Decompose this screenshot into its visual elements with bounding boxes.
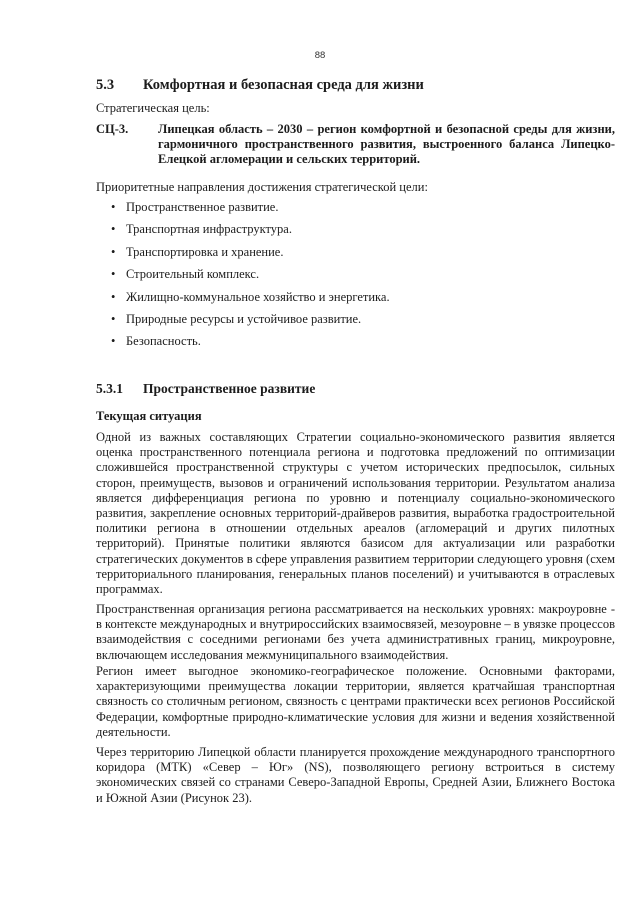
list-item: • Пространственное развитие. xyxy=(111,200,279,214)
subsection-number: 5.3.1 xyxy=(96,381,123,396)
bullet-icon: • xyxy=(111,222,116,237)
priorities-intro: Приоритетные направления достижения стратегической цели: xyxy=(96,180,428,194)
list-item: • Строительный комплекс. xyxy=(111,267,260,282)
paragraph-3: Регион имеет выгодное экономико-географическое положение. Основными факторами, характеризующими преимущества локации территории, является кратчайшая транспортная связность со столичным регионом, связность с центрами практически всех регионов Российской Федерации, комфортные природно-климатические условия для жизни и ведения хозяйственной деятельности. xyxy=(96,664,615,739)
goal-code: СЦ-3. xyxy=(96,122,129,136)
paragraph-1: Одной из важных составляющих Стратегии социально-экономического развития является оценка пространственного потенциала региона и подготовка предложений по оптимизации сложившейся пространственной структуры с учетом исторических предпосылок, сильных сторон, преимуществ, вызовов и ограничений использования территории. Результатом анализа является дифференциация региона по уровню и потенциалу социально-экономического развития, закрепление основных территорий-драйверов развития, выработка градостроительной политики региона в отношении отдельных ареалов (агломераций и других пилотных территорий). Принятые политики являются базисом для актуализации или разработки стратегических документов в сфере управления развитием территории следующего уровня (схем территориального планирования, генеральных планов поселений) и учитываются в отраслевых программах. xyxy=(96,430,615,597)
strategic-goal-label: Стратегическая цель: xyxy=(96,101,210,115)
list-item: • Транспортная инфраструктура. xyxy=(111,222,292,237)
strategic-goal xyxy=(96,122,615,167)
current-situation-heading: Текущая ситуация xyxy=(96,409,202,423)
bullet-icon: • xyxy=(111,334,116,349)
bullet-icon: • xyxy=(111,267,116,282)
page-number: 88 xyxy=(314,50,326,61)
section-number: 5.3 xyxy=(96,77,115,93)
goal-text: Липецкая область – 2030 – регион комфортной и безопасной среды для жизни, гармоничного пространственного развития, выстроенного баланса Липецко-Елецкой агломерации и сельских территорий. xyxy=(158,122,615,166)
bullet-icon: • xyxy=(111,244,116,259)
bullet-icon: • xyxy=(111,311,116,326)
list-item: • Безопасность. xyxy=(111,334,201,349)
section-title: Комфортная и безопасная среда для жизни xyxy=(143,77,424,93)
list-item: • Транспортировка и хранение. xyxy=(111,244,284,259)
paragraph-2: Пространственная организация региона рассматривается на нескольких уровнях: макроуровне - в контексте международных и внутрироссийских взаимосвязей, мезоуровне – в увязке процессов взаимодействия с соседними регионами без учета административных границ, микроуровне, включающем исследования межмуниципального взаимодействия. xyxy=(96,602,615,662)
list-item: • Жилищно-коммунальное хозяйство и энергетика. xyxy=(111,289,390,304)
section-heading xyxy=(96,77,424,94)
bullet-icon: • xyxy=(111,289,116,304)
priorities-list xyxy=(96,200,390,357)
subsection-title: Пространственное развитие xyxy=(143,381,316,396)
bullet-icon: • xyxy=(111,200,116,214)
subsection-heading xyxy=(96,381,315,397)
list-item: • Природные ресурсы и устойчивое развитие. xyxy=(111,311,362,326)
paragraph-4: Через территорию Липецкой области планируется прохождение международного транспортного коридора (МТК) «Север – Юг» (NS), позволяющего региону встроиться в систему экономических связей со странами Северо-Западной Европы, Средней Азии, Ближнего Востока и Южной Азии (Рисунок 23). xyxy=(96,745,615,805)
